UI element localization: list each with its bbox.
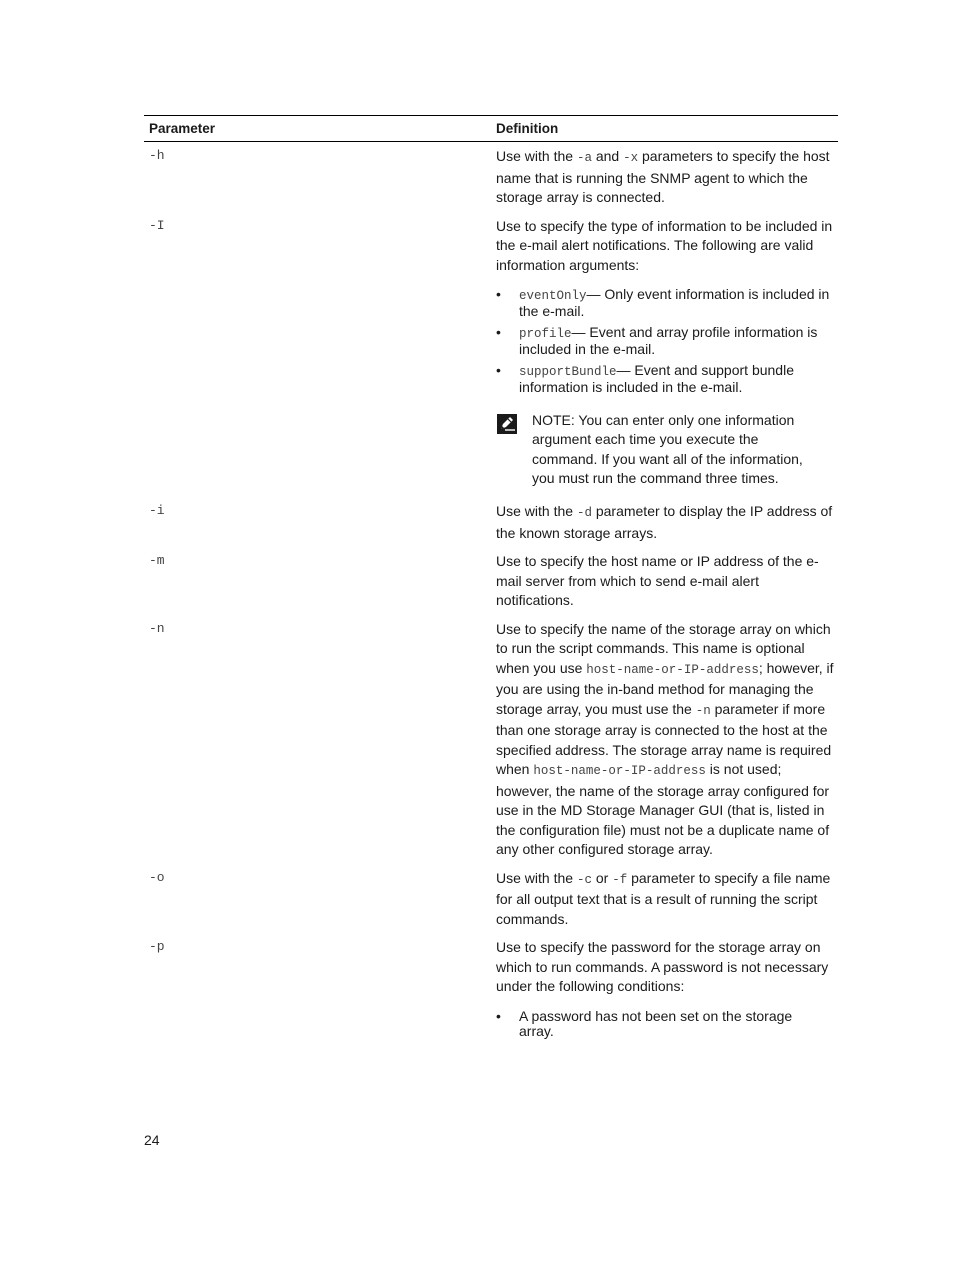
note-label: NOTE:: [532, 412, 575, 428]
note-text: NOTE: You can enter only one information argument each time you execute the command. If you want all of the information, you must run the command three times.: [532, 412, 803, 486]
table-row: [144, 502, 838, 543]
list-item: • eventOnly— Only event information is included in the e-mail.: [496, 286, 830, 319]
param-name: -h: [149, 148, 165, 163]
param-name: -o: [149, 869, 165, 885]
param-name: -I: [149, 217, 165, 233]
param-name: -n: [149, 620, 165, 636]
note-box: [496, 411, 838, 488]
table-row: [144, 938, 838, 1045]
table-row: [144, 869, 838, 930]
param-definition: Use with the -d parameter to display the IP address of the known storage arrays.: [496, 503, 833, 541]
pencil-note-icon: [496, 411, 532, 488]
parameter-table: [144, 115, 838, 1045]
table-header: [144, 116, 838, 142]
param-name: -p: [149, 939, 165, 955]
table-row: [144, 620, 838, 860]
list-item: • supportBundle— Event and support bundle information is included in the e-mail.: [496, 362, 794, 395]
table-row: [144, 147, 838, 208]
header-parameter: Parameter: [149, 121, 216, 136]
password-conditions-list: [496, 1009, 838, 1039]
param-definition: Use with the -c or -f parameter to specify a file name for all output text that is a result of running the script commands.: [496, 869, 831, 927]
param-definition: Use to specify the password for the storage array on which to run commands. A password is not necessary under the following conditions: • A password has not been set on the storage array.: [491, 938, 838, 1045]
page-number: 24: [144, 1132, 160, 1148]
table-row: [144, 217, 838, 489]
header-definition: Definition: [496, 121, 559, 136]
param-definition: Use with the -a and -x parameters to specify the host name that is running the SNMP agent to which the storage array is connected.: [496, 148, 830, 205]
param-definition: Use to specify the host name or IP address of the e-mail server from which to send e-mail alert notifications.: [496, 553, 819, 609]
param-name: -m: [149, 553, 165, 569]
list-item: • A password has not been set on the storage array.: [496, 1007, 793, 1039]
param-definition: Use to specify the type of information to be included in the e-mail alert notifications. The following are valid information arguments: • eventOnly— Only event information is included in the e-mail. • profile— Event and array profile information is included in the e-mail. • supportBundle— Event and support bundle information is included in the e-mail. NOTE: You can enter only one information argument each time you execute the command. If you want all of the information, you must run the command three times.: [491, 217, 838, 489]
list-item: • profile— Event and array profile information is included in the e-mail.: [496, 324, 818, 357]
info-arguments-list: [496, 287, 838, 395]
table-row: [144, 552, 838, 611]
param-definition: Use to specify the name of the storage array on which to run the script commands. This name is optional when you use host-name-or-IP-address; however, if you are using the in-band method for managing the storage array, you must use the -n parameter if more than one storage array is connected to the host at the specified address. The storage array name is required when host-name-or-IP-address is not used; however, the name of the storage array configured for use in the MD Storage Manager GUI (that is, listed in the configuration file) must not be a duplicate name of any other configured storage array.: [496, 620, 834, 858]
param-name: -i: [149, 503, 165, 519]
